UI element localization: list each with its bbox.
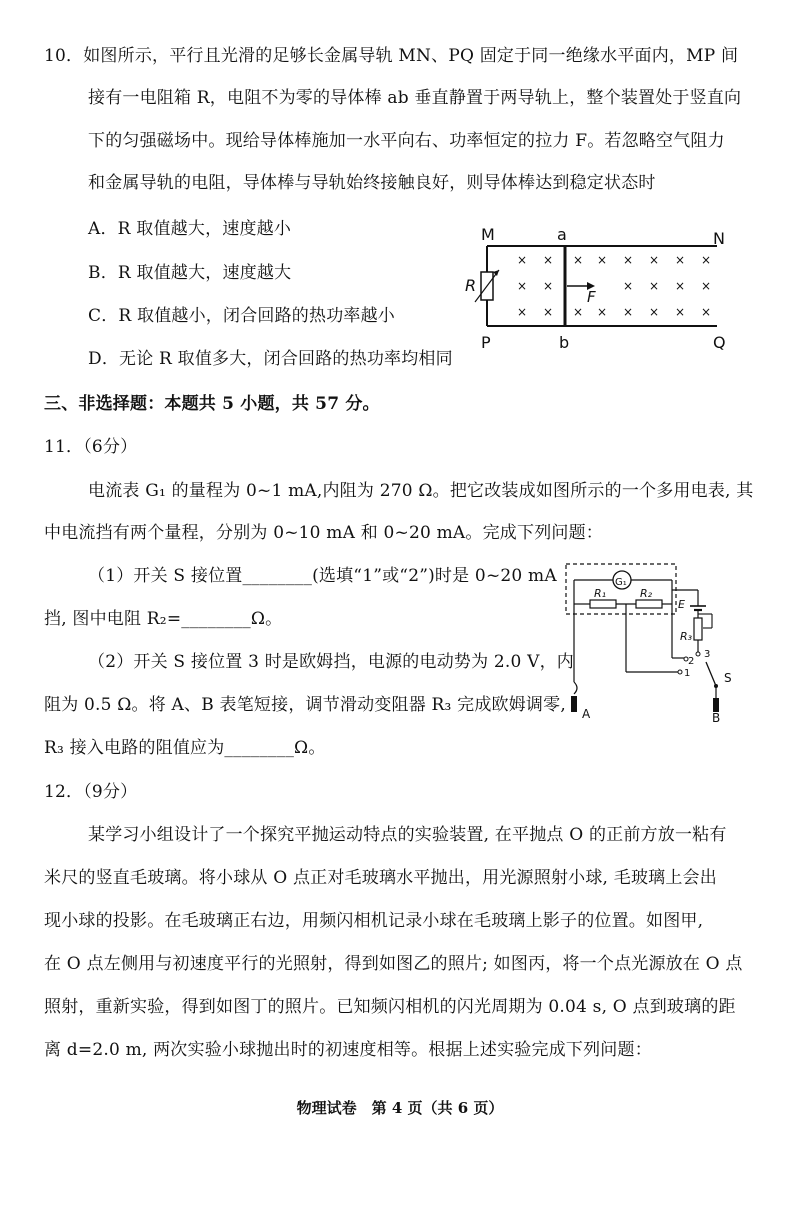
label-p: P	[481, 333, 491, 352]
q12-line-2: 米尺的竖直毛玻璃。将小球从 O 点正对毛玻璃水平抛出，用光源照射小球, 毛玻璃上会出	[44, 868, 717, 888]
q10-option-b: B．R 取值越大，速度越大	[88, 263, 292, 283]
q10-option-c: C．R 取值越小，闭合回路的热功率越小	[88, 306, 396, 326]
q11-line-6: 阻为 0.5 Ω。将 A、B 表笔短接，调节滑动变阻器 R₃ 完成欧姆调零,	[44, 695, 566, 715]
probe-a	[571, 696, 577, 712]
q12-line-1: 某学习小组设计了一个探究平抛运动特点的实验装置, 在平抛点 O 的正前方放一粘有	[88, 825, 727, 845]
variable-arrow-head	[493, 270, 499, 276]
switch-s	[706, 662, 716, 686]
svg-text:×: ×	[517, 253, 528, 267]
q11-line-1: 电流表 G₁ 的量程为 0~1 mA,内阻为 270 Ω。把它改装成如图所示的一个多用电表, 其	[88, 481, 754, 501]
svg-text:×: ×	[597, 305, 608, 319]
q12-line-5: 照射，重新实验，得到如图丁的照片。已知频闪相机的闪光周期为 0.04 s, O 点到玻璃的距	[44, 997, 736, 1017]
svg-text:×: ×	[675, 305, 686, 319]
page-footer: 物理试卷 第 4 页（共 6 页）	[296, 1099, 504, 1117]
resistor-r1	[590, 600, 616, 608]
q11-line-2: 中电流挡有两个量程，分别为 0~10 mA 和 0~20 mA。完成下列问题：	[44, 523, 603, 543]
q11-header: 11．（6分）	[44, 437, 138, 457]
label-3: 3	[704, 649, 711, 660]
label-g1: G₁	[615, 577, 627, 588]
contact-1	[678, 670, 682, 674]
q11-line-4: 挡, 图中电阻 R₂=________Ω。	[44, 609, 283, 629]
q10-stem-line-2: 接有一电阻箱 R，电阻不为零的导体棒 ab 垂直静置于两导轨上，整个装置处于竖直向	[88, 88, 742, 108]
label-e: E	[678, 598, 685, 611]
label-r1: R₁	[594, 587, 607, 600]
svg-text:×: ×	[623, 279, 634, 293]
q12-header: 12．（9分）	[44, 782, 138, 802]
resistor-r3	[694, 618, 702, 640]
label-q: Q	[713, 333, 726, 352]
section-3-heading: 三、非选择题：本题共 5 小题，共 57 分。	[44, 394, 380, 414]
probe-b	[713, 698, 719, 712]
label-n: N	[713, 229, 725, 248]
svg-text:×: ×	[649, 253, 660, 267]
svg-text:×: ×	[675, 253, 686, 267]
q10-option-a: A．R 取值越大，速度越小	[88, 219, 292, 239]
contact-3	[696, 652, 700, 656]
label-r2: R₂	[640, 587, 653, 600]
label-b-probe: B	[712, 711, 721, 722]
q12-line-6: 离 d=2.0 m, 两次实验小球抛出时的初速度相等。根据上述实验完成下列问题：	[44, 1040, 652, 1060]
q11-line-7: R₃ 接入电路的阻值应为________Ω。	[44, 738, 326, 758]
label-f: F	[587, 288, 596, 306]
q10-stem-line-4: 和金属导轨的电阻，导体棒与导轨始终接触良好，则导体棒达到稳定状态时	[88, 173, 656, 193]
svg-text:×: ×	[573, 305, 584, 319]
svg-text:×: ×	[543, 253, 554, 267]
q11-multimeter-circuit	[560, 562, 745, 722]
svg-text:×: ×	[517, 305, 528, 319]
svg-text:×: ×	[543, 279, 554, 293]
svg-text:×: ×	[701, 279, 712, 293]
label-a: a	[557, 225, 567, 244]
label-r: R	[465, 276, 477, 295]
label-a-probe: A	[582, 707, 591, 721]
svg-text:×: ×	[543, 305, 554, 319]
q10-rail-figure	[455, 222, 755, 352]
magnetic-field-marks	[517, 253, 711, 319]
label-s: S	[724, 671, 732, 685]
svg-text:×: ×	[675, 279, 686, 293]
svg-text:×: ×	[649, 305, 660, 319]
q10-stem-line-1: 10．如图所示，平行且光滑的足够长金属导轨 MN、PQ 固定于同一绝缘水平面内，MP 间	[44, 46, 739, 66]
svg-text:×: ×	[597, 253, 608, 267]
label-1: 1	[684, 668, 691, 679]
q12-line-4: 在 O 点左侧用与初速度平行的光照射，得到如图乙的照片; 如图丙，将一个点光源放在 O 点	[44, 954, 743, 974]
svg-text:×: ×	[623, 305, 634, 319]
q10-option-d: D．无论 R 取值多大，闭合回路的热功率均相同	[88, 349, 453, 369]
resistor-r2	[636, 600, 662, 608]
label-2: 2	[688, 656, 695, 667]
q11-line-5: （2）开关 S 接位置 3 时是欧姆挡，电源的电动势为 2.0 V，内	[88, 652, 575, 672]
q12-line-3: 现小球的投影。在毛玻璃正右边，用频闪相机记录小球在毛玻璃上影子的位置。如图甲,	[44, 911, 704, 931]
svg-text:×: ×	[517, 279, 528, 293]
label-b: b	[559, 333, 570, 352]
label-r3: R₃	[680, 630, 693, 643]
svg-text:×: ×	[573, 253, 584, 267]
svg-text:×: ×	[701, 253, 712, 267]
label-m: M	[481, 225, 495, 244]
svg-text:×: ×	[701, 305, 712, 319]
svg-text:×: ×	[649, 279, 660, 293]
svg-text:×: ×	[623, 253, 634, 267]
q11-line-3: （1）开关 S 接位置________(选填“1”或“2”)时是 0~20 mA	[88, 566, 557, 586]
q10-stem-line-3: 下的匀强磁场中。现给导体棒施加一水平向右、功率恒定的拉力 F。若忽略空气阻力	[88, 131, 725, 151]
